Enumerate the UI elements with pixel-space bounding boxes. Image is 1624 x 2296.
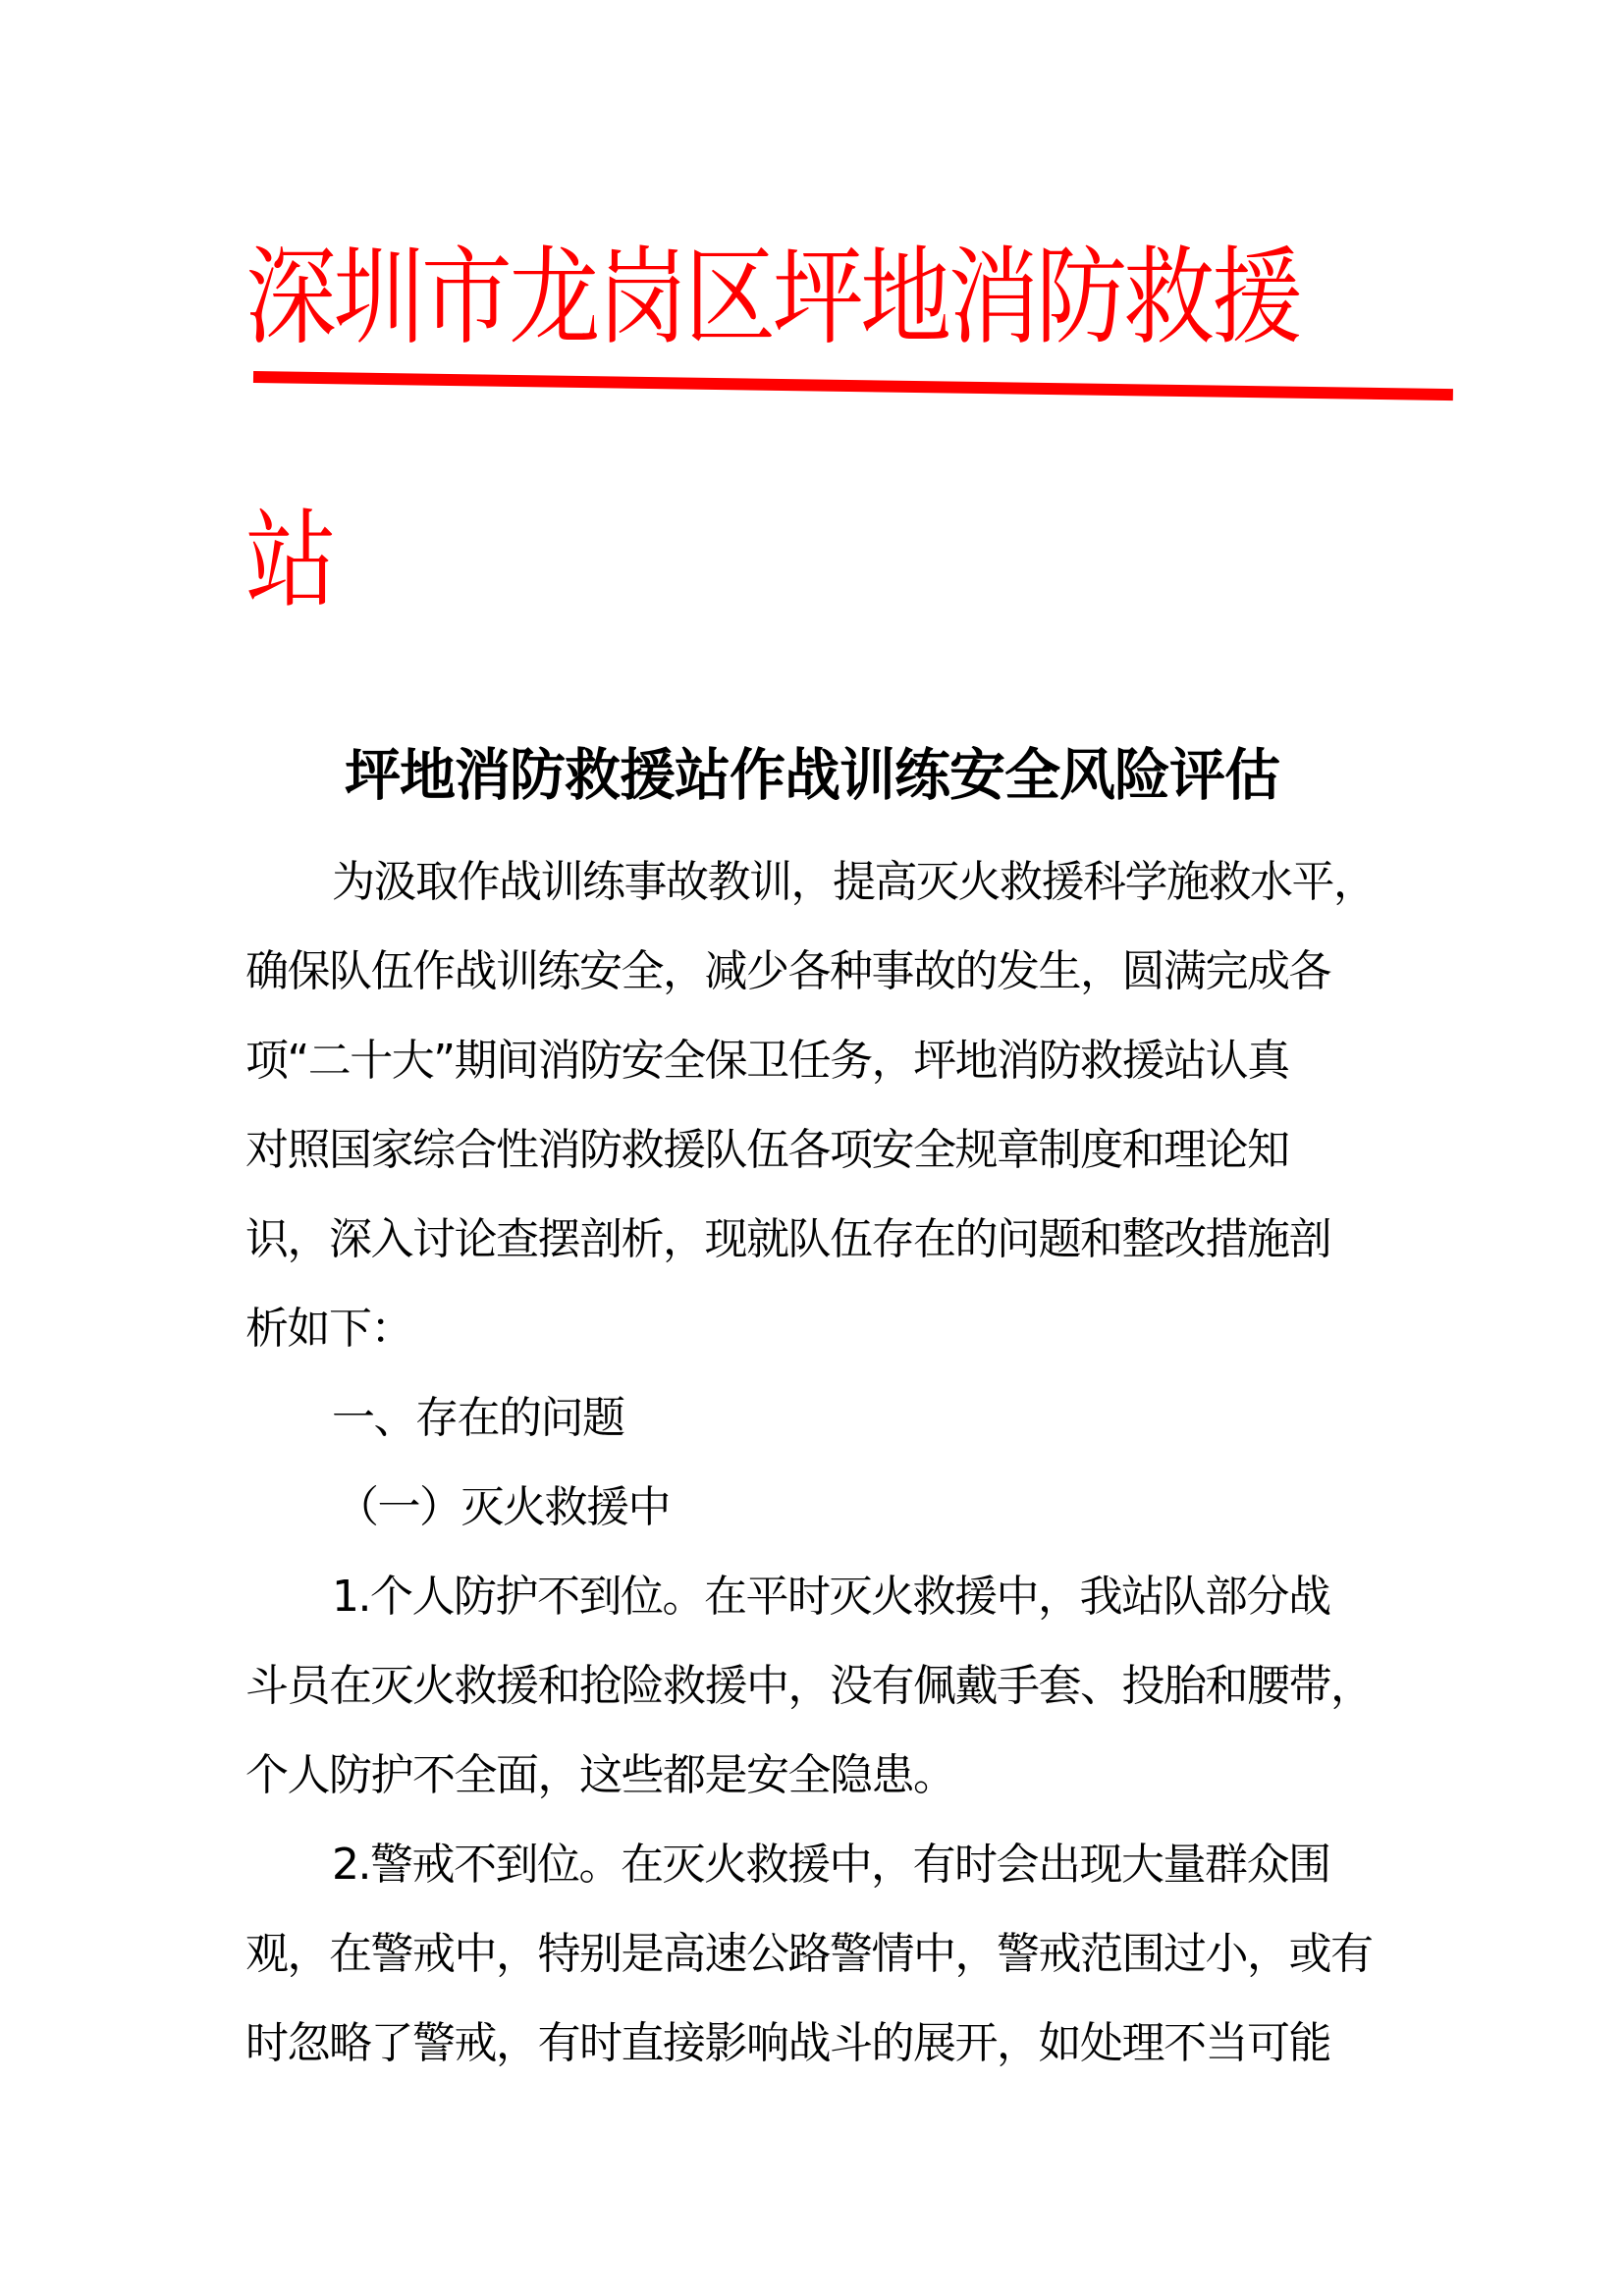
paragraph-line: 斗员在灭火救援和抢险救援中，没有佩戴手套、投胎和腰带， xyxy=(245,1661,1373,1711)
subsection-heading: （一）灭火救援中 xyxy=(336,1482,670,1532)
paragraph-line: 确保队伍作战训练安全，减少各种事故的发生，圆满完成各 xyxy=(245,946,1330,996)
paragraph-line: 项“二十大”期间消防安全保卫任务，坪地消防救援站认真 xyxy=(245,1036,1289,1086)
item2-paragraph xyxy=(245,1820,1384,2088)
section-heading: 一、存在的问题 xyxy=(332,1393,624,1443)
paragraph-line: 1.个人防护不到位。在平时灭火救援中，我站队部分战 xyxy=(332,1572,1330,1622)
paragraph-line: 识，深入讨论查摆剖析，现就队伍存在的问题和整改措施剖 xyxy=(245,1214,1330,1264)
item1-paragraph xyxy=(245,1552,1384,1820)
paragraph-line: 个人防护不全面，这些都是安全隐患。 xyxy=(245,1750,955,1800)
paragraph-line: 2.警戒不到位。在灭火救援中，有时会出现大量群众围 xyxy=(332,1840,1330,1890)
paragraph-line: 对照国家综合性消防救援队伍各项安全规章制度和理论知 xyxy=(245,1125,1289,1175)
paragraph-line: 为汲取作战训练事故教训，提高灭火救援科学施救水平， xyxy=(332,857,1376,907)
document-body xyxy=(245,837,1384,2088)
intro-paragraph xyxy=(245,837,1384,1373)
paragraph-line: 析如下： xyxy=(245,1304,412,1354)
red-header-rule xyxy=(253,371,1453,400)
document-heading: 坪地消防救援站作战训练安全风险评估 xyxy=(345,743,1279,808)
paragraph-line: 观，在警戒中，特别是高速公路警情中，警戒范围过小，或有 xyxy=(245,1929,1373,1979)
red-header-title-line1: 深圳市龙岗区坪地消防救援 xyxy=(245,237,1300,359)
paragraph-line: 时忽略了警戒，有时直接影响战斗的展开，如处理不当可能 xyxy=(245,2018,1330,2068)
red-header-title-line2: 站 xyxy=(245,500,334,622)
